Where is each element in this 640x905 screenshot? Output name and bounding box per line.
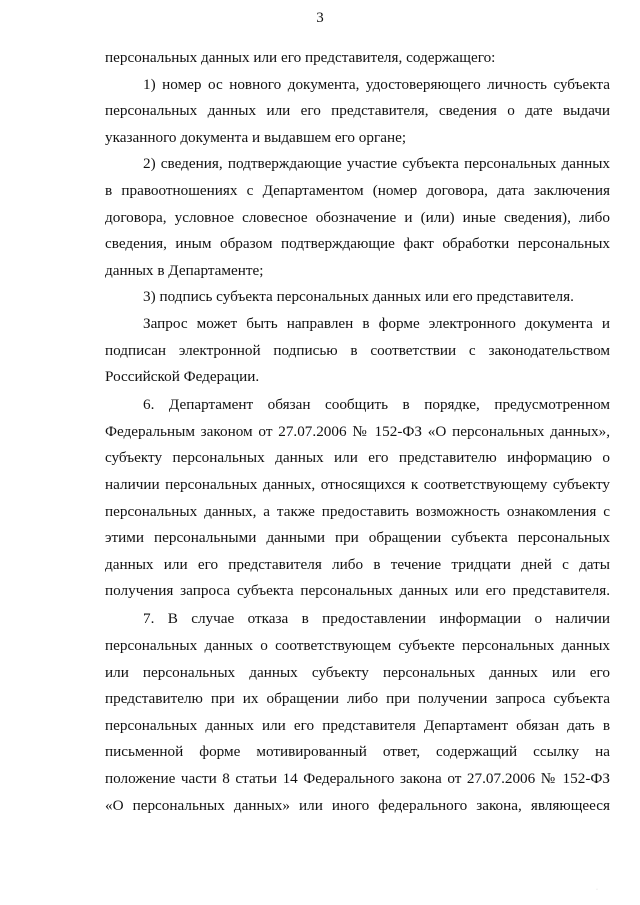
text-line: персональных данных или его представителя Департамент обязан дать в (105, 716, 610, 734)
text-line: в правоотношениях с Департаментом (номер договора, дата заключения (105, 181, 610, 199)
text-line: указанного документа и выдавшем его органе; (105, 128, 407, 146)
document-body (105, 45, 610, 819)
text-line: Российской Федерации. (105, 368, 260, 386)
text-line: 3) подпись субъекта персональных данных или его представителя. (143, 288, 574, 306)
text-line: Запрос может быть направлен в форме электронного документа и (143, 314, 610, 332)
text-line: этими персональными данными при обращении субъекта персональных (105, 529, 610, 547)
text-line: положение части 8 статьи 14 Федерального закона от 27.07.2006 № 152-ФЗ (105, 770, 610, 788)
text-line: персональных данных или его представителя, содержащего: (105, 49, 496, 66)
text-line: наличии персональных данных, относящихся к соответствующему субъекту (105, 476, 610, 493)
page-number: 3 (316, 10, 324, 26)
text-line: 1) номер ос новного документа, удостоверяющего личность субъекта (143, 75, 610, 93)
text-line: сведения, иным образом подтверждающие факт обработки персональных (105, 235, 610, 253)
text-line: персональных данных, а также предоставить возможность ознакомления с (105, 502, 610, 520)
text-line: договора, условное словесное обозначение и (или) иные сведения), либо (105, 208, 610, 226)
text-line: субъекту персональных данных или его представителю информацию о (105, 449, 610, 467)
text-line: письменной форме мотивированный ответ, содержащий ссылку на (105, 743, 610, 761)
text-line: 2) сведения, подтверждающие участие субъекта персональных данных (143, 155, 610, 173)
text-line: персональных данных или его представителя, сведения о дате выдачи (105, 102, 610, 120)
text-line: персональных данных о соответствующем субъекте персональных данных (105, 637, 610, 655)
text-line: Федеральным законом от 27.07.2006 № 152-ФЗ «О персональных данных», (105, 422, 610, 440)
text-line: подписан электронной подписью в соответствии с законодательством (105, 341, 610, 359)
text-line: или персональных данных субъекту персональных данных или его (105, 663, 610, 681)
text-line: «О персональных данных» или иного федерального закона, являющееся (105, 796, 610, 814)
text-line: 6. Департамент обязан сообщить в порядке, предусмотренном (143, 396, 610, 414)
text-line: получения запроса субъекта персональных данных или его представителя. (105, 582, 610, 600)
scan-specks: · (596, 887, 598, 893)
text-line: 7. В случае отказа в предоставлении информации о наличии (143, 610, 610, 628)
text-line: представителю при их обращении либо при получении запроса субъекта (105, 690, 610, 708)
text-line: данных в Департаменте; (105, 261, 264, 279)
text-line: данных или его представителя либо в течение тридцати дней с даты (105, 555, 610, 573)
